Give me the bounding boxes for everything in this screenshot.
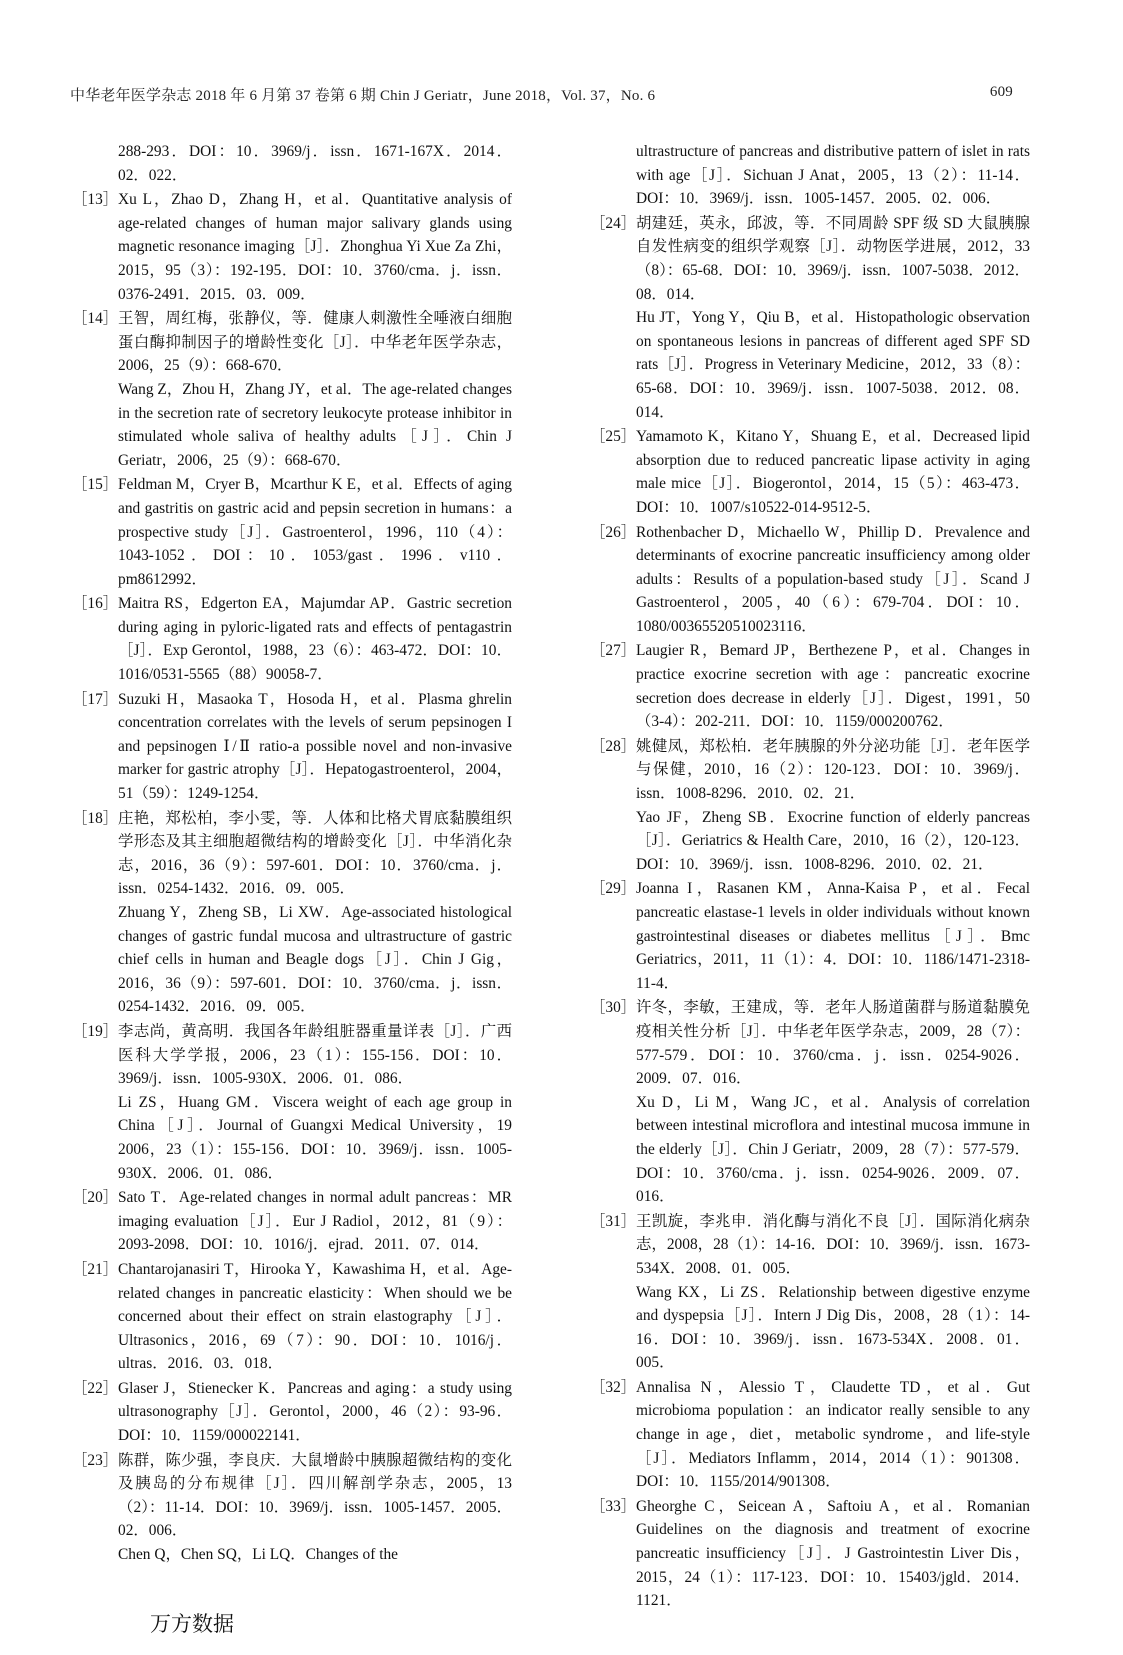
reference-number: ［18］	[72, 809, 119, 827]
reference-number: ［14］	[72, 310, 119, 328]
reference-number: ［19］	[72, 1022, 119, 1040]
reference-18	[72, 807, 512, 1019]
reference-14	[72, 307, 512, 472]
reference-number: ［21］	[72, 1260, 119, 1278]
reference-16	[72, 592, 512, 686]
reference-number: ［26］	[590, 523, 637, 541]
running-header	[70, 84, 1053, 105]
reference-text: Laugier R，Bemard JP，Berthezene P，et al．Changes in practice exocrine secretion with age：pancreatic exocrine secretion does decrease in elderly［J］．Digest，1991，50（3-4）：202-211．DOI：10．1159/000200762．	[636, 642, 1030, 731]
reference-13	[72, 188, 512, 306]
reference-text: Feldman M，Cryer B，Mcarthur K E，et al．Effects of aging and gastritis on gastric acid and pepsin secretion in humans：a prospective study［J］．Gastroenterol，1996，110（4）：1043-1052．DOI：10．1053/gast．1996．v110．pm8612992．	[118, 476, 512, 588]
reference-translation: Li ZS，Huang GM．Viscera weight of each age group in China［J］．Journal of Guangxi Medical University，19 2006，23（1）：155-156．DOI：10．3969/j．issn．1005-930X．2006．01．086．	[118, 1093, 512, 1182]
reference-17	[72, 688, 512, 806]
database-watermark: 万方数据	[150, 1612, 234, 1636]
reference-text: Joanna I，Rasanen KM，Anna-Kaisa P，et al．Fecal pancreatic elastase-1 levels in older individuals without known gastrointestinal diseases or diabetes mellitus［J］．Bmc Geriatrics，2011，11（1）：4．DOI：10．1186/1471-2318-11-4．	[636, 880, 1030, 992]
reference-text: 庄艳，郑松柏，李小雯，等．人体和比格犬胃底黏膜组织学形态及其主细胞超微结构的增龄变化［J］．中华消化杂志，2016，36（9）：597-601．DOI：10．3760/cma．j．issn．0254-1432．2016．09．005．	[118, 809, 512, 898]
reference-22	[72, 1377, 512, 1448]
reference-text: 姚健凤，郑松柏．老年胰腺的外分泌功能［J］．老年医学与保健，2010，16（2）：120-123．DOI：10．3969/j．issn．1008-8296．2010．02．21．	[636, 737, 1030, 803]
reference-number: ［22］	[72, 1379, 119, 1397]
reference-translation: Wang Z，Zhou H，Zhang JY，et al．The age-related changes in the secretion rate of secretory leukocyte protease inhibitor in stimulated whole saliva of healthy adults［J］．Chin J Geriatr，2006，25（9）：668-670．	[118, 380, 512, 469]
reference-25	[590, 425, 1030, 519]
reference-23	[72, 1449, 512, 1567]
reference-translation: Wang KX，Li ZS．Relationship between digestive enzyme and dyspepsia［J］．Intern J Dig Dis，2008，28（1）：14-16．DOI：10．3969/j．issn．1673-534X．2008．01．005．	[636, 1283, 1030, 1372]
reference-text: Maitra RS，Edgerton EA，Majumdar AP．Gastric secretion during aging in pyloric-ligated rats and effects of pentagastrin［J］．Exp Gerontol，1988，23（6）：463-472．DOI：10．1016/0531-5565（88）90058-7．	[118, 595, 512, 684]
reference-text: Suzuki H，Masaoka T，Hosoda H，et al．Plasma ghrelin concentration correlates with the levels of serum pepsinogen I and pepsinogen Ⅰ/Ⅱ ratio-a possible novel and non-invasive marker for gastric atrophy［J］．Hepatogastroenterol，2004，51（59）：1249-1254．	[118, 690, 512, 803]
reference-20	[72, 1186, 512, 1257]
reference-number: ［28］	[590, 737, 637, 755]
reference-19	[72, 1020, 512, 1185]
reference-number: ［20］	[72, 1189, 119, 1207]
reference-text: 288-293．DOI：10．3969/j．issn．1671-167X．2014．02．022．	[118, 143, 512, 184]
reference-continuation	[590, 140, 1030, 211]
reference-continuation	[72, 140, 512, 187]
reference-number: ［27］	[590, 642, 637, 660]
reference-29	[590, 877, 1030, 995]
reference-translation: Xu D，Li M，Wang JC，et al．Analysis of correlation between intestinal microflora and intestinal mucosa immune in the elderly［J］．Chin J Geriatr，2009，28（7）：577-579．DOI：10．3760/cma．j．issn．0254-9026．2009．07．016．	[636, 1093, 1030, 1206]
reference-text: Glaser J，Stienecker K．Pancreas and aging：a study using ultrasonography［J］．Gerontol，2000，46（2）：93-96．DOI：10．1159/000022141．	[118, 1379, 512, 1445]
reference-text: Yamamoto K，Kitano Y，Shuang E，et al．Decreased lipid absorption due to reduced pancreatic lipase activity in aging male mice［J］．Biogerontol，2014，15（5）：463-473．DOI：10．1007/s10522-014-9512-5．	[636, 428, 1030, 516]
reference-text: Annalisa N，Alessio T，Claudette TD，et al．Gut microbioma population：an indicator really sensible to any change in age，diet，metabolic syndrome，and life-style［J］．Mediators Inflamm，2014，2014（1）：901308．DOI：10．1155/2014/901308．	[636, 1378, 1030, 1491]
reference-number: ［29］	[590, 880, 637, 898]
reference-number: ［30］	[590, 999, 637, 1017]
reference-column-left	[72, 140, 512, 1568]
page-number: 609	[989, 84, 1013, 100]
reference-translation: Hu JT，Yong Y，Qiu B，et al．Histopathologic observation on spontaneous lesions in pancreas of different aged SPF SD rats［J］．Progress in Veterinary Medicine，2012，33（8）：65-68．DOI：10．3969/j．issn．1007-5038．2012．08．014．	[636, 309, 1030, 421]
reference-text: 陈群，陈少强，李良庆．大鼠增龄中胰腺超微结构的变化及胰岛的分布规律［J］．四川解剖学杂志，2005，13（2）：11-14．DOI：10．3969/j．issn．1005-1457．2005．02．006．	[118, 1451, 512, 1540]
reference-text: Gheorghe C，Seicean A，Saftoiu A，et al．Romanian Guidelines on the diagnosis and treatment of exocrine pancreatic insufficiency［J］．J Gastrointestin Liver Dis，2015，24（1）：117-123．DOI：10．15403/jgld．2014．1121．	[636, 1497, 1030, 1610]
reference-number: ［32］	[590, 1378, 637, 1396]
journal-running-title: 中华老年医学杂志 2018 年 6 月第 37 卷第 6 期 Chin J Geriatr，June 2018，Vol. 37，No. 6	[70, 88, 656, 104]
reference-text: 许冬，李敏，王建成，等．老年人肠道菌群与肠道黏膜免疫相关性分析［J］．中华老年医学杂志，2009，28（7）：577-579．DOI：10．3760/cma．j．issn．0254-9026．2009．07．016．	[636, 999, 1030, 1088]
reference-number: ［13］	[72, 191, 119, 209]
reference-31	[590, 1210, 1030, 1375]
reference-number: ［24］	[590, 214, 637, 232]
reference-text: ultrastructure of pancreas and distributive pattern of islet in rats with age［J］．Sichuan J Anat，2005，13（2）：11-14．DOI：10．3969/j．issn．1005-1457．2005．02．006．	[636, 143, 1030, 208]
reference-number: ［31］	[590, 1212, 637, 1230]
reference-translation: Chen Q，Chen SQ，Li LQ．Changes of the	[118, 1546, 398, 1564]
reference-28	[590, 735, 1030, 877]
reference-number: ［23］	[72, 1451, 119, 1469]
reference-21	[72, 1258, 512, 1376]
reference-number: ［15］	[72, 476, 119, 494]
reference-text: 王智，周红梅，张静仪，等．健康人刺激性全唾液白细胞蛋白酶抑制因子的增龄性变化［J］．中华老年医学杂志，2006，25（9）：668-670．	[118, 310, 512, 375]
reference-number: ［33］	[590, 1497, 637, 1515]
reference-33	[590, 1495, 1030, 1613]
reference-translation: Yao JF，Zheng SB．Exocrine function of elderly pancreas［J］．Geriatrics & Health Care，2010，16（2），120-123．DOI：10．3969/j．issn．1008-8296．2010．02．21．	[636, 808, 1030, 873]
reference-text: Rothenbacher D，Michaello W，Phillip D．Prevalence and determinants of exocrine pancreatic insufficiency among older adults：Results of a population-based study［J］．Scand J Gastroenterol，2005，40（6）：679-704．DOI：10．1080/00365520510023116．	[636, 523, 1030, 635]
reference-30	[590, 996, 1030, 1208]
reference-32	[590, 1376, 1030, 1494]
reference-24	[590, 212, 1030, 424]
reference-text: 胡建廷，英永，邱波，等．不同周龄 SPF 级 SD 大鼠胰腺自发性病变的组织学观察［J］．动物医学进展，2012，33（8）：65-68．DOI：10．3969/j．issn．1007-5038．2012．08．014．	[636, 214, 1030, 303]
reference-text: Sato T．Age-related changes in normal adult pancreas：MR imaging evaluation［J］．Eur J Radiol，2012，81（9）：2093-2098．DOI：10．1016/j．ejrad．2011．07．014．	[118, 1189, 512, 1254]
reference-number: ［16］	[72, 595, 119, 613]
reference-translation: Zhuang Y，Zheng SB，Li XW．Age-associated histological changes of gastric fundal mucosa and ultrastructure of gastric chief cells in human and Beagle dogs［J］．Chin J Gig，2016，36（9）：597-601．DOI：10．3760/cma．j．issn．0254-1432．2016．09．005．	[118, 904, 512, 1016]
reference-column-right	[590, 140, 1030, 1614]
reference-26	[590, 521, 1030, 639]
reference-number: ［25］	[590, 428, 637, 446]
reference-text: 李志尚，黄高明．我国各年龄组脏器重量详表［J］．广西医科大学学报，2006，23（1）：155-156．DOI：10．3969/j．issn．1005-930X．2006．01．086．	[118, 1022, 512, 1088]
reference-15	[72, 473, 512, 591]
reference-number: ［17］	[72, 690, 119, 708]
reference-27	[590, 639, 1030, 733]
reference-text: 王凯旋，李兆申．消化酶与消化不良［J］．国际消化病杂志，2008，28（1）：14-16．DOI：10．3969/j．issn．1673-534X．2008．01．005．	[636, 1212, 1030, 1277]
reference-text: Xu L，Zhao D，Zhang H，et al．Quantitative analysis of age-related changes of human major salivary glands using magnetic resonance imaging［J］．Zhonghua Yi Xue Za Zhi，2015，95（3）：192-195．DOI：10．3760/cma．j．issn．0376-2491．2015．03．009．	[118, 191, 512, 303]
reference-text: Chantarojanasiri T，Hirooka Y，Kawashima H，et al．Age-related changes in pancreatic elasticity：When should we be concerned about their effect on strain elastography［J］．Ultrasonics，2016，69（7）：90．DOI：10．1016/j．ultras．2016．03．018．	[118, 1260, 512, 1373]
